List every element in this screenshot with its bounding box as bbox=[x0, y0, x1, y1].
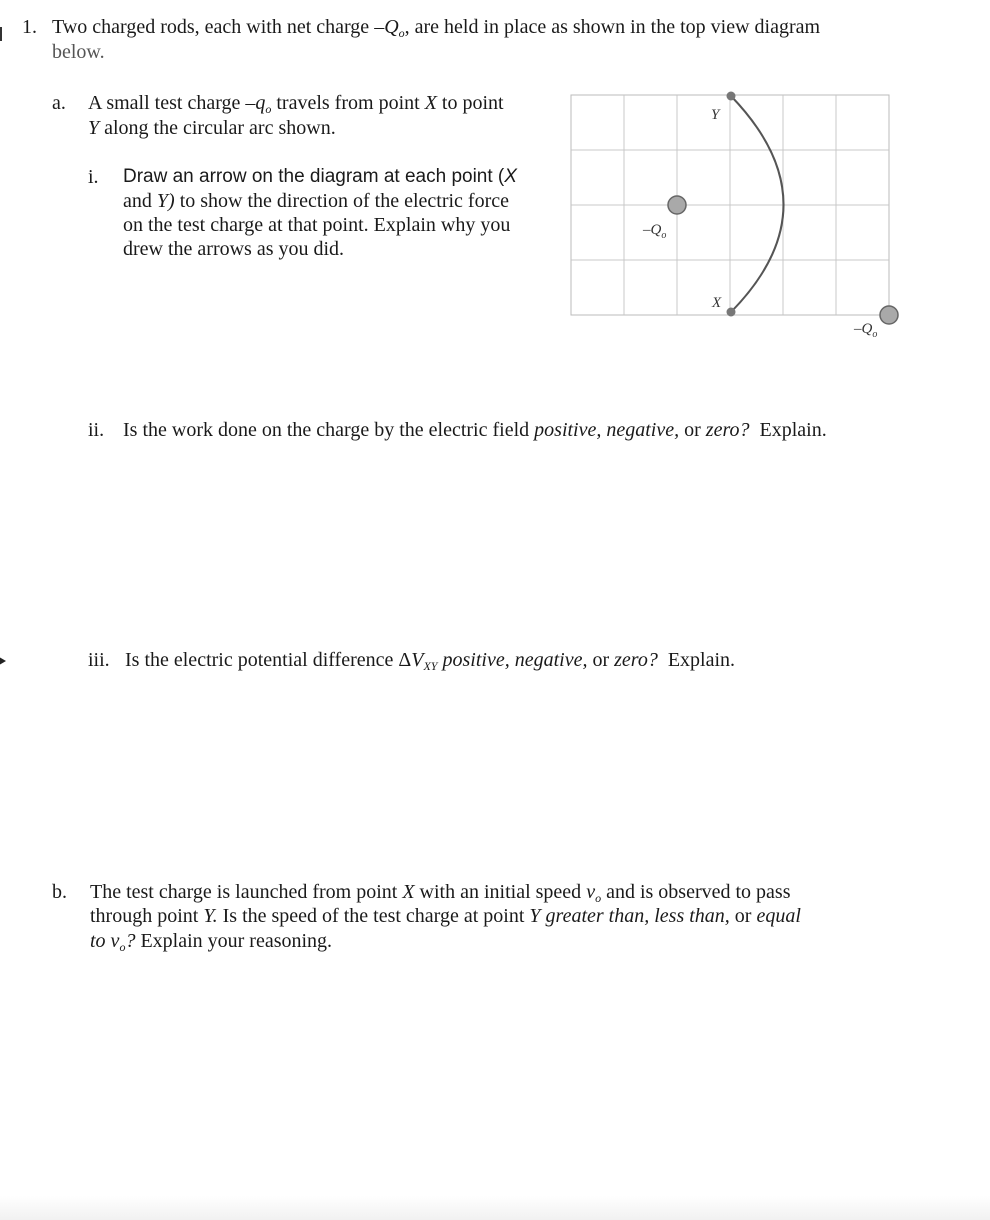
part-a-i-line-2: and Y) to show the direction of the electric force bbox=[123, 190, 509, 212]
label-charge-center: $-Q_o$ bbox=[643, 222, 667, 241]
part-b-label: b. bbox=[52, 881, 67, 903]
part-b-line-2: through point Y. Is the speed of the test charge at point Y greater than, less than, or equal bbox=[90, 905, 801, 927]
label-x: X bbox=[712, 295, 722, 311]
part-a-line-1: A small test charge $-q_o$ travels from point X to point bbox=[88, 92, 504, 116]
charge-diagram bbox=[568, 88, 908, 344]
label-y: Y bbox=[711, 107, 720, 123]
grid bbox=[571, 95, 889, 315]
question-1-line-2: below. bbox=[52, 41, 105, 63]
part-a-i-label: i. bbox=[88, 166, 99, 188]
part-b-line-3: to $v_o$? Explain your reasoning. bbox=[90, 930, 333, 954]
part-b-line-1: The test charge is launched from point X with an initial speed $v_o$ and is observed to pass bbox=[90, 881, 791, 905]
label-charge-corner: $-Q_o$ bbox=[854, 321, 878, 340]
margin-bullet-icon bbox=[0, 654, 6, 668]
part-a-i-line-3: on the test charge at that point. Explain why you bbox=[123, 214, 511, 236]
charged-rod-center bbox=[668, 196, 686, 214]
margin-mark bbox=[0, 27, 2, 41]
page-bottom-shade bbox=[0, 1196, 990, 1220]
question-1-line-1: Two charged rods, each with net charge $-Q_o$, are held in place as shown in the top view diagram bbox=[52, 16, 821, 40]
point-x-dot bbox=[727, 308, 736, 317]
part-a-i-line-1: Draw an arrow on the diagram at each point (X bbox=[123, 166, 517, 187]
point-y-dot bbox=[727, 92, 736, 101]
part-a-ii-label: ii. bbox=[88, 419, 105, 441]
part-a-line-2: Y along the circular arc shown. bbox=[88, 117, 336, 139]
part-a-label: a. bbox=[52, 92, 66, 114]
question-number: 1. bbox=[22, 16, 37, 38]
charged-rod-corner bbox=[880, 306, 898, 324]
circular-arc bbox=[731, 96, 784, 312]
part-a-ii-text: Is the work done on the charge by the electric field positive, negative, or zero? Explain. bbox=[123, 419, 827, 441]
part-a-iii-text: Is the electric potential difference $\Delta V_{XY}$ positive, negative, or zero? Explain. bbox=[125, 649, 736, 673]
part-a-iii-label: iii. bbox=[88, 649, 110, 671]
part-a-i-line-4: drew the arrows as you did. bbox=[123, 238, 345, 260]
